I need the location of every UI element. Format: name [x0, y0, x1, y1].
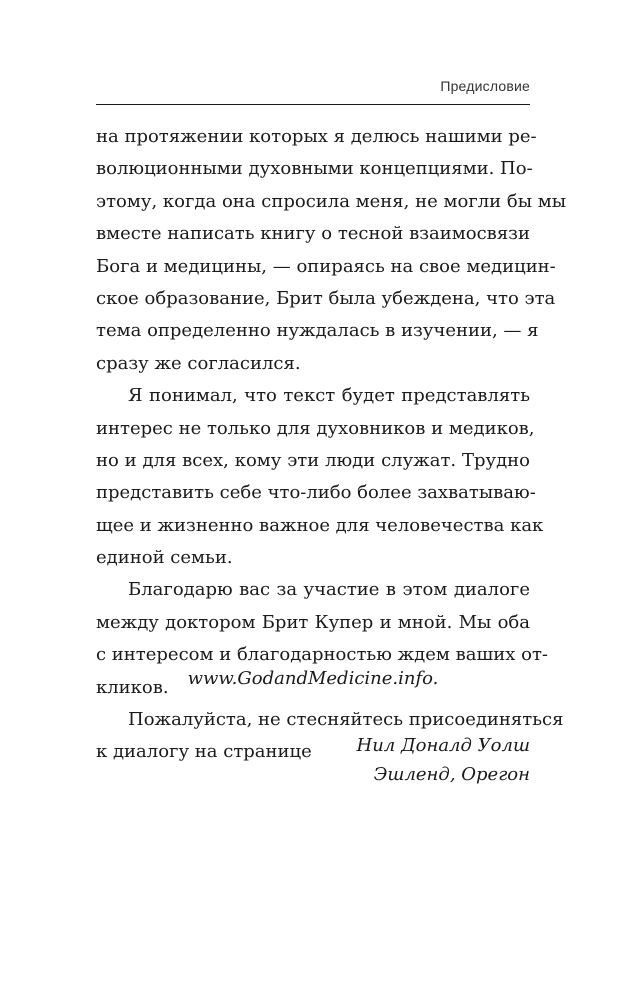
text-line: волюционными духовными концепциями. По- [96, 158, 533, 180]
signature-place: Эшленд, Орегон [373, 764, 530, 785]
text-line: Я понимал, что текст будет представлять [128, 385, 530, 407]
text-line: интерес не только для духовников и медиков, [96, 417, 535, 439]
running-header [96, 78, 530, 105]
text-line: единой семьи. [96, 547, 233, 569]
text-line: ское образование, Брит была убеждена, что эта [96, 287, 556, 309]
signature-name: Нил Доналд Уолш [356, 735, 530, 756]
text-line: Благодарю вас за участие в этом диалоге [128, 579, 530, 601]
text-line: вместе написать книгу о тесной взаимосвязи [96, 223, 530, 245]
text-line: Пожалуйста, не стесняйтесь присоединяться [128, 709, 564, 731]
text-line: сразу же согласился. [96, 352, 301, 374]
header-title: Предисловие [440, 78, 530, 94]
signature-block [96, 731, 530, 789]
text-line: представить себе что-либо более захватываю- [96, 482, 536, 504]
text-line: к диалогу на странице [96, 741, 312, 763]
text-line: кликов. [96, 676, 169, 698]
text-line: этому, когда она спросила меня, не могли бы мы [96, 190, 567, 212]
text-line: с интересом и благодарностью ждем ваших от- [96, 644, 548, 666]
text-line: Бога и медицины, — опираясь на свое медицин- [96, 255, 556, 277]
text-line: между доктором Брит Купер и мной. Мы оба [96, 611, 530, 633]
website-link: www.GodandMedicine.info. [187, 668, 439, 689]
text-line: щее и жизненно важное для человечества как [96, 514, 544, 536]
text-line: тема определенно нуждалась в изучении, — я [96, 320, 539, 342]
text-line: на протяжении которых я делюсь нашими ре- [96, 126, 537, 147]
text-line: но и для всех, кому эти люди служат. Трудно [96, 449, 530, 471]
